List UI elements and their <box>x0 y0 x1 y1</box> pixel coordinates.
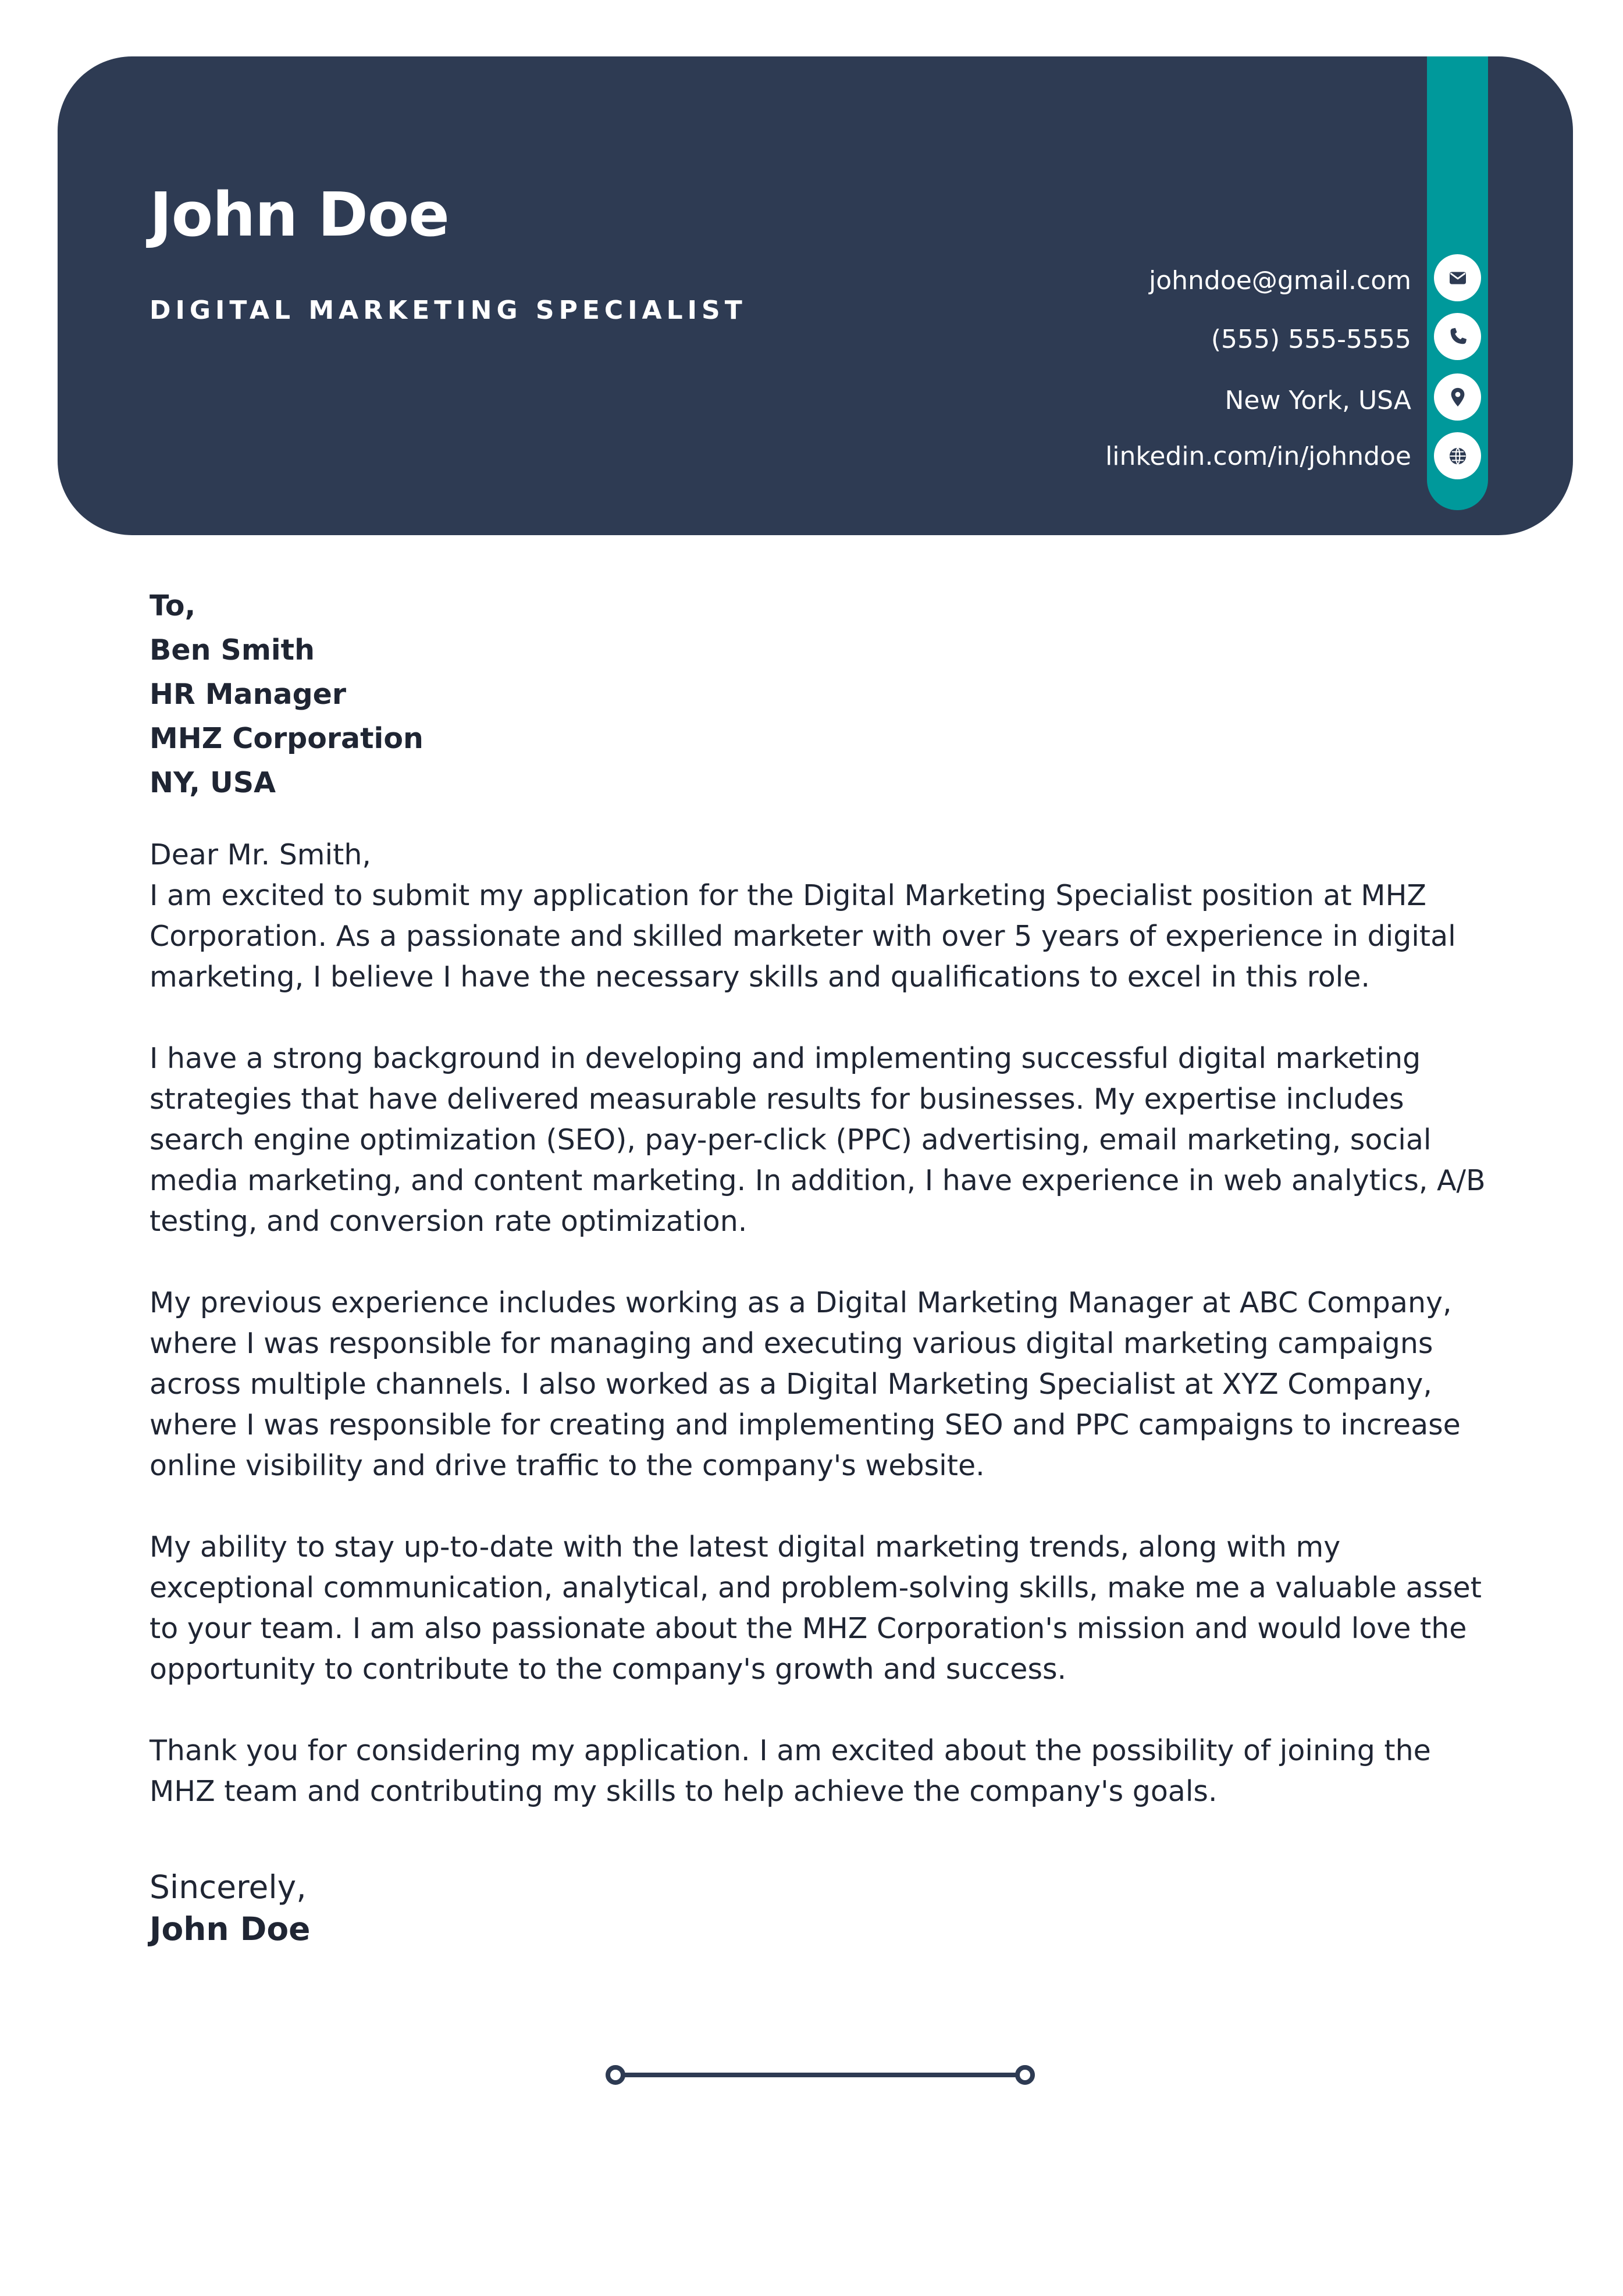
contact-phone-row <box>1211 317 1411 362</box>
closing-line: Sincerely, <box>150 1868 307 1906</box>
recipient-block <box>150 584 848 805</box>
contact-phone: (555) 555-5555 <box>1211 325 1411 354</box>
contact-email-row <box>1149 258 1411 304</box>
contact-linkedin: linkedin.com/in/johndoe <box>1105 442 1411 471</box>
contact-linkedin-row <box>1105 434 1411 479</box>
applicant-title: DIGITAL MARKETING SPECIALIST <box>150 296 747 325</box>
body-paragraph: I have a strong background in developing and implementing successful digital marketing strategies that have delivered measurable results for businesses. My expertise includes search engine optimization (SEO), pay-per-click (PPC) advertising, email marketing, social media marketing, and content marketing. In addition, I have experience in web analytics, A/B testing, and conversion rate optimization. <box>150 1042 1486 1238</box>
decorative-footer-line <box>605 2060 1035 2089</box>
applicant-name: John Doe <box>150 179 449 250</box>
contact-location: New York, USA <box>1225 386 1411 415</box>
body-paragraph: My ability to stay up-to-date with the latest digital marketing trends, along with my exceptional communication, analytical, and problem-solving skills, make me a valuable asset to your team. I am also passionate about the MHZ Corporation's mission and would love the opportunity to contribute to the company's growth and success. <box>150 1530 1482 1686</box>
phone-icon <box>1434 313 1481 360</box>
recipient-location: NY, USA <box>150 766 276 799</box>
closing-block <box>150 1866 310 1950</box>
recipient-to-line: To, <box>150 589 196 622</box>
globe-icon <box>1434 432 1481 479</box>
body-paragraph: My previous experience includes working as a Digital Marketing Manager at ABC Company, where I was responsible for managing and executing various digital marketing campaigns across multiple channels. I also worked as a Digital Marketing Specialist at XYZ Company, where I was responsible for creating and implementing SEO and PPC campaigns to increase online visibility and drive traffic to the company's website. <box>150 1286 1461 1482</box>
body-paragraph: Thank you for considering my application. I am excited about the possibility of joining the MHZ team and contributing my skills to help achieve the company's goals. <box>150 1734 1431 1808</box>
salutation: Dear Mr. Smith, <box>150 838 371 871</box>
recipient-name: Ben Smith <box>150 633 315 667</box>
body-paragraph: I am excited to submit my application for the Digital Marketing Specialist position at MHZ Corporation. As a passionate and skilled marketer with over 5 years of experience in digital marketing, I believe I have the necessary skills and qualifications to excel in this role. <box>150 879 1456 994</box>
recipient-role: HR Manager <box>150 678 347 711</box>
location-pin-icon <box>1434 373 1481 421</box>
contact-email: johndoe@gmail.com <box>1149 266 1411 296</box>
letter-body <box>150 835 1499 1853</box>
signature-name: John Doe <box>150 1910 311 1948</box>
recipient-company: MHZ Corporation <box>150 722 423 755</box>
envelope-icon <box>1434 254 1481 301</box>
contact-location-row <box>1225 378 1411 423</box>
